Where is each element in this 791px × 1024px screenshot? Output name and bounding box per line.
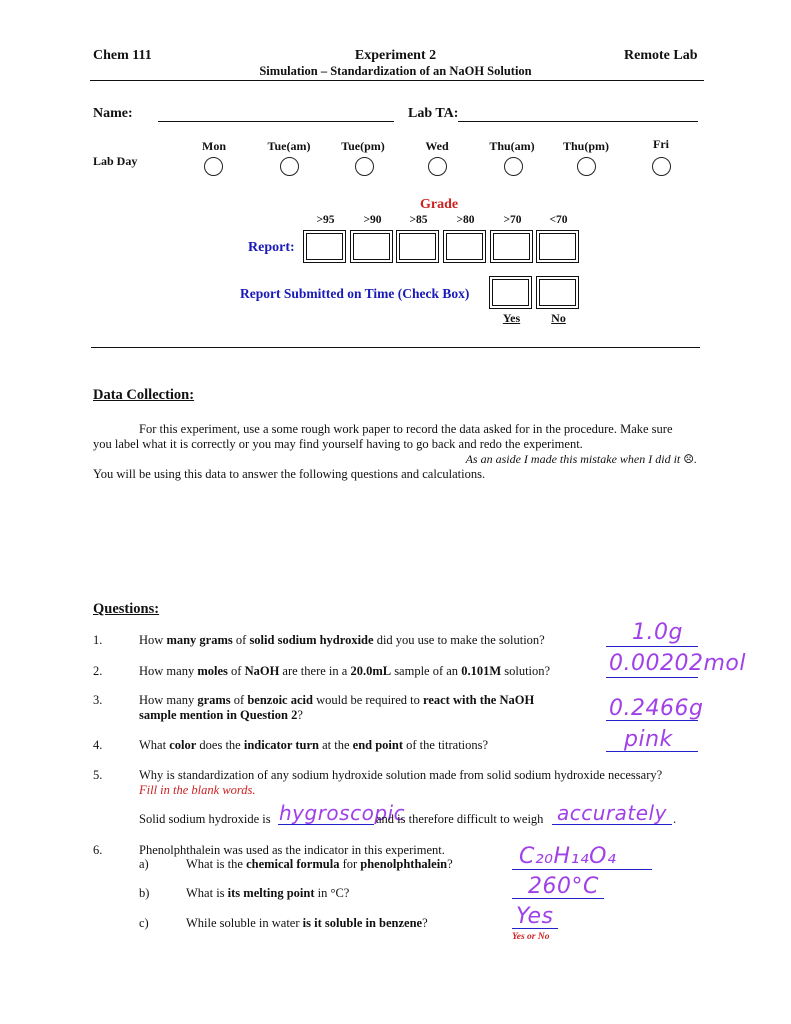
q3-text-line1: How many grams of benzoic acid would be required to react with the NaOH <box>139 693 535 707</box>
q6c-text: While soluble in water is it soluble in benzene? <box>186 916 428 930</box>
ta-field[interactable] <box>458 121 698 122</box>
grade-level-95: >95 <box>316 214 335 226</box>
day-label-thu-am: Thu(am) <box>489 139 535 153</box>
q6a-text: What is the chemical formula for phenolphthalein? <box>186 857 453 871</box>
grade-box-85[interactable] <box>396 230 439 263</box>
q5-number: 5. <box>93 768 103 782</box>
name-label: Name: <box>93 106 133 121</box>
on-time-label: Report Submitted on Time (Check Box) <box>240 286 470 301</box>
q6b-answer[interactable]: 260°C <box>528 874 599 899</box>
q5-instruction: Fill in the blank words. <box>139 783 256 797</box>
q2-answer-line[interactable] <box>606 677 698 678</box>
questions-heading: Questions: <box>93 601 160 617</box>
on-time-yes-label: Yes <box>502 311 521 325</box>
q4-text: What color does the indicator turn at the end point of the titrations? <box>139 738 489 752</box>
q2-answer[interactable]: 0.00202mol <box>609 651 746 676</box>
q6b-text: What is its melting point in °C? <box>186 886 350 900</box>
q4-answer[interactable]: pink <box>624 727 673 752</box>
day-label-fri: Fri <box>653 137 669 151</box>
q2-number: 2. <box>93 664 103 678</box>
q6a-answer[interactable]: C₂₀H₁₄O₄ <box>519 844 617 869</box>
q6-text: Phenolphthalein was used as the indicator in this experiment. <box>139 843 445 857</box>
grade-box-70[interactable] <box>490 230 533 263</box>
on-time-no-label: No <box>551 311 566 325</box>
on-time-no-box[interactable] <box>536 276 579 309</box>
day-radio-thu-pm[interactable] <box>577 157 596 176</box>
data-collection-para3: You will be using this data to answer the following questions and calculations. <box>93 467 486 481</box>
day-label-wed: Wed <box>425 139 449 153</box>
q6c-answer[interactable]: Yes <box>516 904 554 929</box>
grade-level-90: >90 <box>363 214 382 226</box>
q1-answer[interactable]: 1.0g <box>632 620 683 645</box>
q1-answer-line[interactable] <box>606 646 698 647</box>
grade-box-under-70[interactable] <box>536 230 579 263</box>
grade-box-80[interactable] <box>443 230 486 263</box>
day-label-tue-pm: Tue(pm) <box>341 139 385 153</box>
lab-type: Remote Lab <box>624 48 698 63</box>
q2-text: How many moles of NaOH are there in a 20.0mL sample of an 0.101M solution? <box>139 664 551 678</box>
day-radio-mon[interactable] <box>204 157 223 176</box>
grade-level-70: >70 <box>503 214 522 226</box>
grade-level-85: >85 <box>409 214 428 226</box>
q1-number: 1. <box>93 633 103 647</box>
data-collection-heading: Data Collection: <box>93 387 195 403</box>
q1-text: How many grams of solid sodium hydroxide did you use to make the solution? <box>139 633 545 647</box>
q3-answer[interactable]: 0.2466g <box>609 696 704 721</box>
q6a-label: a) <box>139 857 149 871</box>
q6a-answer-line[interactable] <box>512 869 652 870</box>
lab-day-label: Lab Day <box>93 154 138 168</box>
day-radio-thu-am[interactable] <box>504 157 523 176</box>
data-collection-para1: For this experiment, use a some rough work paper to record the data asked for in the procedure. Make sure <box>139 422 673 436</box>
grade-box-95[interactable] <box>303 230 346 263</box>
q5-blank2-answer[interactable]: accurately <box>557 801 667 825</box>
q3-number: 3. <box>93 693 103 707</box>
q5-text: Why is standardization of any sodium hydroxide solution made from solid sodium hydroxide necessary? <box>139 768 663 782</box>
q5-sentence-middle: and is therefore difficult to weigh <box>376 812 544 826</box>
report-label: Report: <box>248 240 295 255</box>
q6c-label: c) <box>139 916 149 930</box>
grade-box-90[interactable] <box>350 230 393 263</box>
q5-sentence-end: . <box>673 812 677 826</box>
day-label-mon: Mon <box>202 139 226 153</box>
name-field[interactable] <box>158 121 394 122</box>
day-radio-wed[interactable] <box>428 157 447 176</box>
header-divider <box>90 80 704 81</box>
q6-number: 6. <box>93 843 103 857</box>
data-collection-para2: you label what it is correctly or you may find yourself having to go back and redo the experiment. <box>93 437 583 451</box>
q6c-hint: Yes or No <box>512 932 550 942</box>
course-title: Chem 111 <box>93 48 152 63</box>
day-label-thu-pm: Thu(pm) <box>562 139 609 153</box>
grade-title: Grade <box>420 197 459 212</box>
on-time-yes-box[interactable] <box>489 276 532 309</box>
day-radio-tue-am[interactable] <box>280 157 299 176</box>
experiment-title: Experiment 2 <box>354 48 437 63</box>
grade-level-under-70: <70 <box>549 214 568 226</box>
ta-label: Lab TA: <box>408 106 459 121</box>
section-divider <box>91 347 700 348</box>
q6b-label: b) <box>139 886 150 900</box>
grade-level-80: >80 <box>456 214 475 226</box>
experiment-subtitle: Simulation – Standardization of an NaOH Solution <box>259 64 532 78</box>
day-label-tue-am: Tue(am) <box>267 139 311 153</box>
day-radio-fri[interactable] <box>652 157 671 176</box>
q5-blank1-answer[interactable]: hygroscopic <box>279 801 406 825</box>
q5-sentence-start: Solid sodium hydroxide is <box>139 812 271 826</box>
q4-number: 4. <box>93 738 103 752</box>
day-radio-tue-pm[interactable] <box>355 157 374 176</box>
q3-text-line2: sample mention in Question 2? <box>139 708 303 722</box>
data-collection-aside: As an aside I made this mistake when I did it ☹. <box>465 452 697 466</box>
